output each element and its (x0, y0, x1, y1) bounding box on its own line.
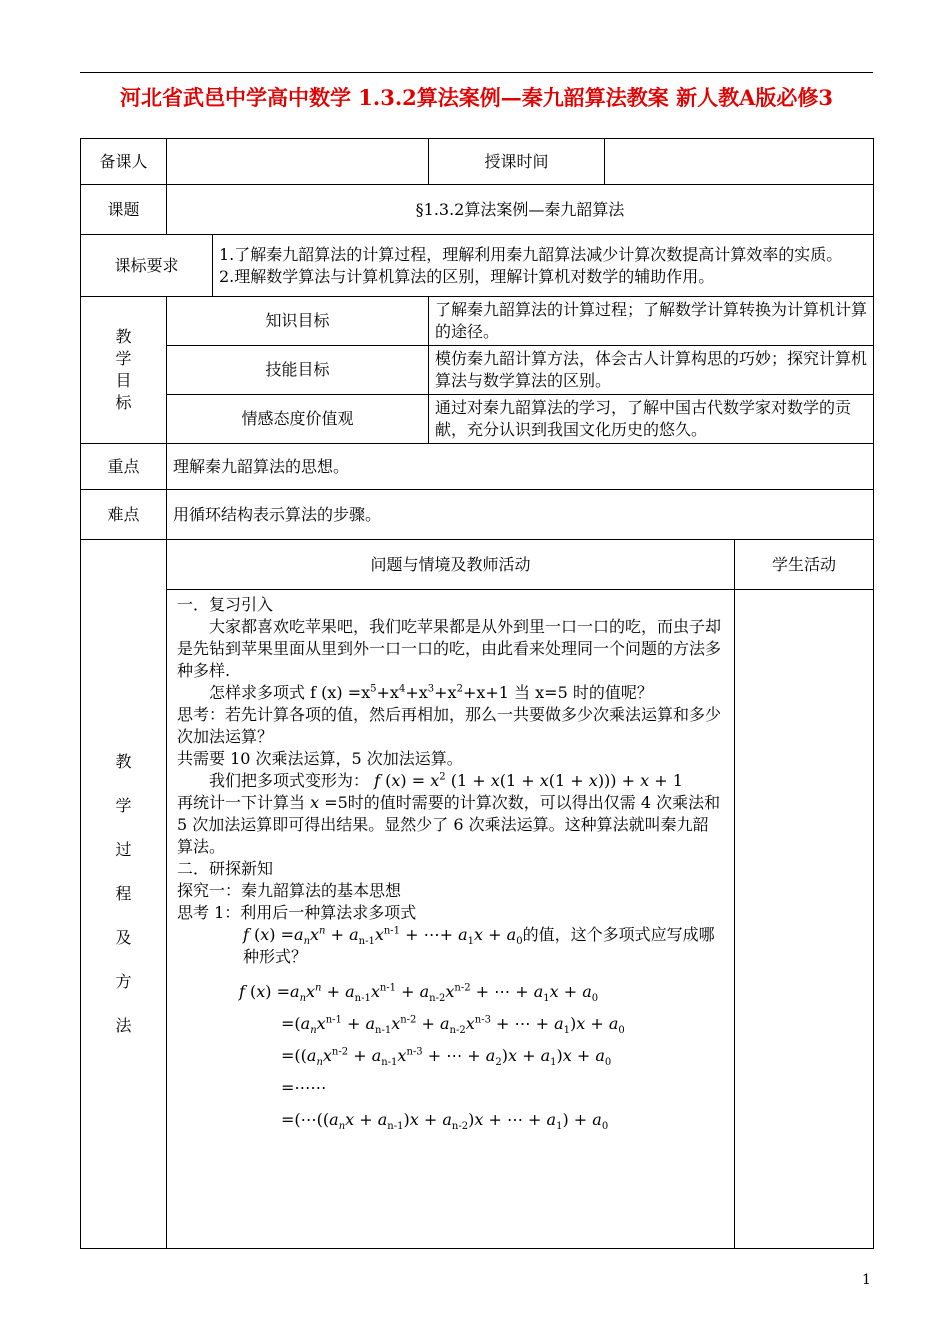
goal-label: 技能目标 (167, 346, 429, 395)
standard-value (213, 235, 874, 297)
paragraph-apple: 大家都喜欢吃苹果吧，我们吃苹果都是从外到里一口一口的吃，而虫子却是先钻到苹果里面从里到外一口一口的吃，由此看来处理同一个问题的方法多种多样. (177, 617, 722, 680)
goal-row-attitude (81, 395, 874, 444)
paragraph-question: 怎样求多项式 f $(x) =x^5+x^4+x^3+x^2+x+1$ 当 x=5 时的值呢？ (209, 683, 653, 702)
topic-row (81, 185, 874, 235)
process-label: 教 学 过 程 及 方 法 (81, 540, 167, 1249)
section-review: 一．复习引入 (177, 595, 274, 614)
process-header-student: 学生活动 (735, 540, 874, 590)
section-new: 二．研探新知 (177, 859, 274, 878)
derivation-line-2: $=(a_nx^{n-1} + a_{n-1}x^{n-2} + a_{n-2}x^{n-3}$ + ⋯ + $a_1)x + a_0$ (281, 1014, 625, 1037)
process-header-row (81, 540, 874, 590)
paragraph-answer: 共需要 10 次乘法运算，5 次加法运算。 (177, 749, 463, 768)
paragraph-transform: 我们把多项式变形为： f $(x) = x^2$ (1 + x(1 + x(1 + x))) + x + 1 (209, 771, 683, 790)
section-explore: 探究一：秦九韶算法的基本思想 (177, 881, 402, 900)
goal-row-skill (81, 346, 874, 395)
page-title: 河北省武邑中学高中数学 1.3.2算法案例—秦九韶算法教案 新人教A版必修3 (120, 85, 833, 110)
formula-derivation (177, 976, 724, 1136)
section-think1: 思考 1：利用后一种算法求多项式 (177, 903, 417, 922)
formula-transform: f (374, 771, 381, 790)
standard-row (81, 235, 874, 297)
lesson-plan-table (80, 138, 874, 1249)
prep-label: 备课人 (81, 139, 167, 185)
derivation-line-1: f $(x) =a_nx^n + a_{n-1}x^{n-1} + a_{n-2}x^{n-2}$ + ⋯ + $a_1x + a_0$ (239, 982, 599, 1005)
goal-text: 通过对秦九韶算法的学习，了解中国古代数学家对数学的贡献，充分认识到我国文化历史的悠久。 (429, 395, 874, 444)
time-label: 授课时间 (429, 139, 605, 185)
standard-label: 课标要求 (81, 235, 213, 297)
goal-label: 情感态度价值观 (167, 395, 429, 444)
process-body-row (81, 590, 874, 1249)
key-row (81, 444, 874, 490)
derivation-line-3: $=((a_nx^{n-2} + a_{n-1}x^{n-3}$ + ⋯ + $a_2)x + a_1)x + a_0$ (281, 1046, 612, 1069)
standard-line-1: 1.了解秦九韶算法的计算过程，理解利用秦九韶算法减少计算次数提高计算效率的实质。 (219, 244, 843, 264)
difficulty-row (81, 490, 874, 540)
difficulty-value: 用循环结构表示算法的步骤。 (167, 490, 874, 540)
key-label: 重点 (81, 444, 167, 490)
prep-value (167, 139, 429, 185)
difficulty-label: 难点 (81, 490, 167, 540)
paragraph-think: 思考：若先计算各项的值，然后再相加，那么一共要做多少次乘法运算和多少次加法运算？ (177, 705, 722, 746)
goal-label: 知识目标 (167, 297, 429, 346)
top-rule (80, 72, 873, 73)
topic-label: 课题 (81, 185, 167, 235)
goal-text: 了解秦九韶算法的计算过程；了解数学计算转换为计算机计算的途径。 (429, 297, 874, 346)
time-value (605, 139, 874, 185)
process-content (167, 590, 735, 1249)
derivation-line-5: $=(\cdots((a_nx + a_{n-1})x + a_{n-2})x$ + ⋯ + $a_1) + a_0$ (281, 1110, 609, 1133)
goal-text: 模仿秦九韶计算方法，体会古人计算构思的巧妙；探究计算机算法与数学算法的区别。 (429, 346, 874, 395)
topic-value: §1.3.2算法案例—秦九韶算法 (167, 185, 874, 235)
key-value: 理解秦九韶算法的思想。 (167, 444, 874, 490)
process-header-teacher: 问题与情境及教师活动 (167, 540, 735, 590)
page-number: 1 (862, 1272, 871, 1288)
formula-general: f (243, 925, 249, 944)
student-activity-cell (735, 590, 874, 1249)
goals-label: 教 学 目 标 (81, 297, 167, 444)
standard-line-2: 2.理解数学算法与计算机算法的区别，理解计算机对数学的辅助作用。 (219, 266, 715, 286)
paragraph-count: 再统计一下计算当 x =5时的值时需要的计算次数，可以得出仅需 4 次乘法和 5 次加法运算即可得出结果。显然少了 6 次乘法运算。这种算法就叫秦九韶算法。 (177, 793, 721, 856)
derivation-line-4: =⋯⋯ (281, 1078, 327, 1097)
paragraph-general-poly: f $(x) =a_nx^n + a_{n-1}x^{n-1}$ + ⋯+ $a_1x + a_0$的值，这个多项式应写成哪种形式？ (243, 925, 715, 966)
prep-row (81, 139, 874, 185)
goal-row-knowledge (81, 297, 874, 346)
